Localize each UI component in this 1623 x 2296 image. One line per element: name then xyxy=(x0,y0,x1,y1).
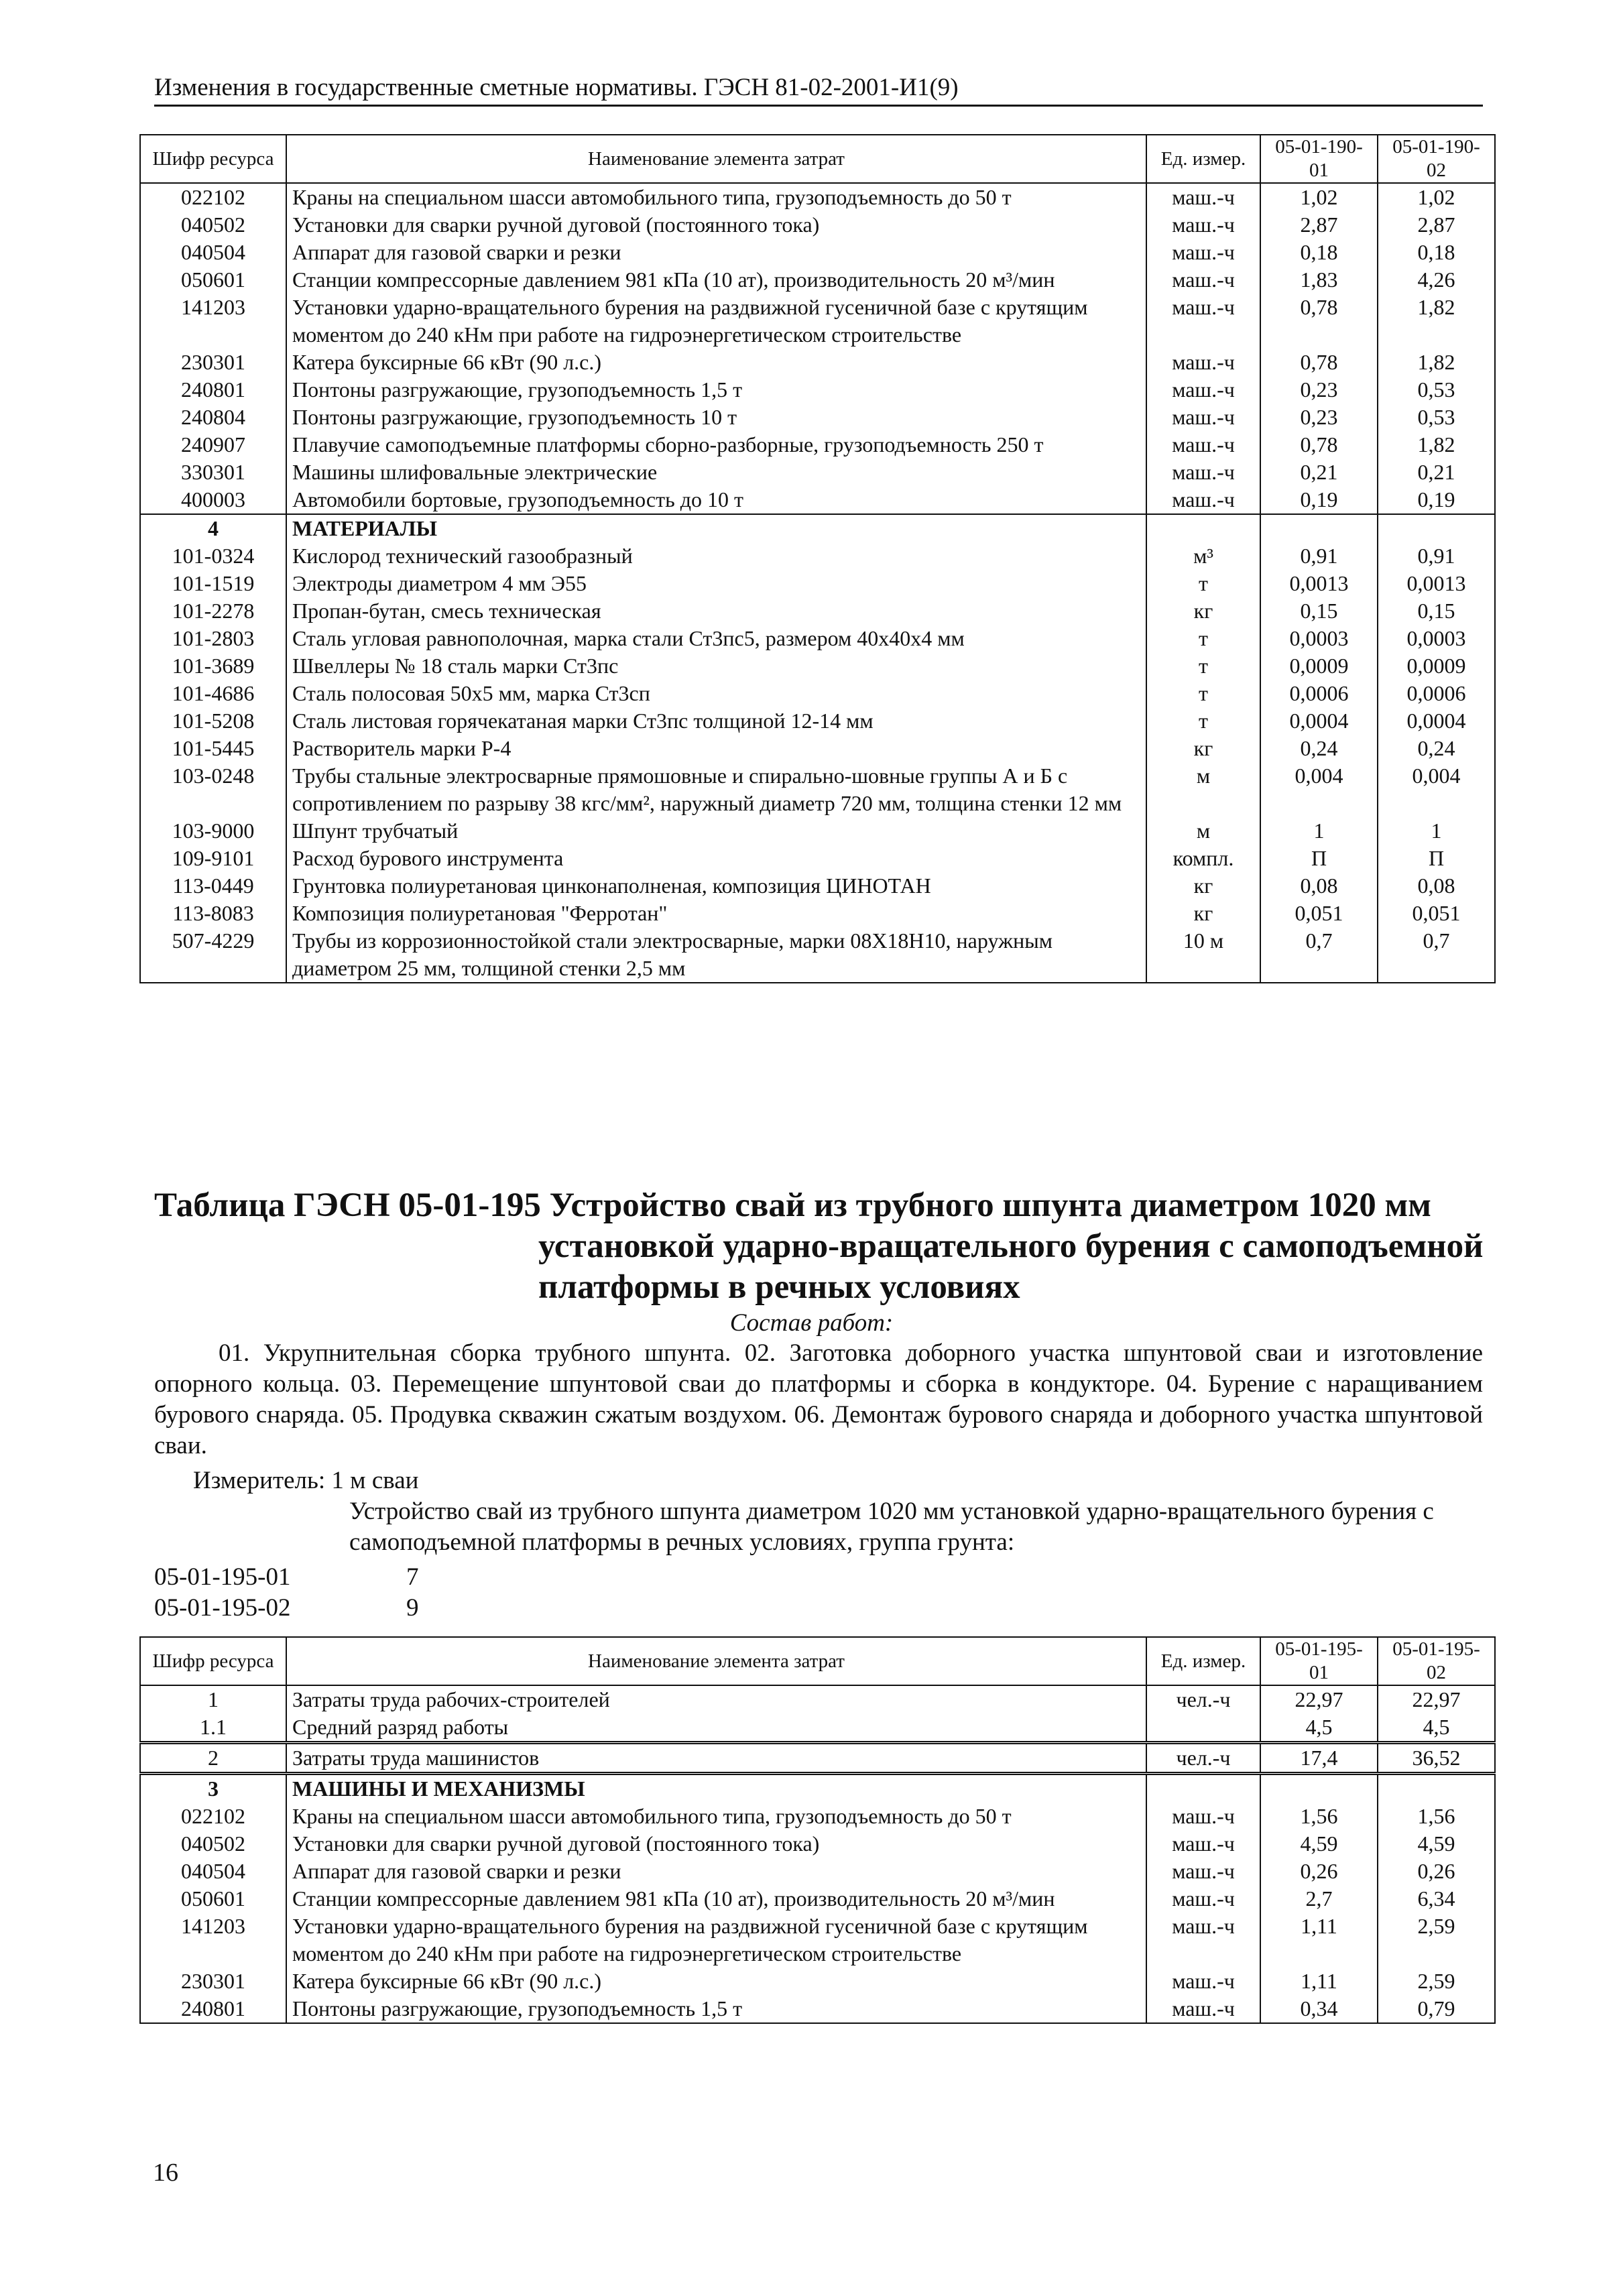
table-row xyxy=(140,900,1495,927)
value-col1: 0,0009 xyxy=(1260,652,1378,680)
table-row xyxy=(140,349,1495,376)
table-row xyxy=(140,1803,1495,1830)
section-row xyxy=(140,514,1495,542)
resource-code: 103-0248 xyxy=(140,762,286,817)
resource-unit xyxy=(1146,1774,1260,1803)
value-col2: 22,97 xyxy=(1378,1685,1495,1713)
resource-name: Сталь полосовая 50х5 мм, марка Ст3сп xyxy=(286,680,1146,707)
resource-unit: компл. xyxy=(1146,845,1260,872)
value-col1: 2,87 xyxy=(1260,211,1378,239)
value-col1: 0,08 xyxy=(1260,872,1378,900)
value-col1: 4,59 xyxy=(1260,1830,1378,1858)
resource-code: 240804 xyxy=(140,404,286,431)
table-header-row xyxy=(140,135,1495,183)
resource-name: Станции компрессорные давлением 981 кПа (10 ат), производительность 20 м³/мин xyxy=(286,266,1146,294)
table-row xyxy=(140,239,1495,266)
resource-unit: м xyxy=(1146,817,1260,845)
table-row xyxy=(140,872,1495,900)
resource-code: 2 xyxy=(140,1743,286,1774)
resource-unit: маш.-ч xyxy=(1146,1830,1260,1858)
value-col1 xyxy=(1260,1774,1378,1803)
value-col2: 1,82 xyxy=(1378,294,1495,349)
value-col2: 0,0004 xyxy=(1378,707,1495,735)
table-row xyxy=(140,1830,1495,1858)
resource-unit: маш.-ч xyxy=(1146,294,1260,349)
value-col1: 0,23 xyxy=(1260,404,1378,431)
resource-unit: маш.-ч xyxy=(1146,1995,1260,2023)
value-col2: 0,0006 xyxy=(1378,680,1495,707)
value-col2: 36,52 xyxy=(1378,1743,1495,1774)
resource-code: 101-0324 xyxy=(140,542,286,570)
resource-code: 050601 xyxy=(140,1885,286,1913)
resource-code: 230301 xyxy=(140,349,286,376)
table-row xyxy=(140,1858,1495,1885)
resource-name: Установки ударно-вращательного бурения на раздвижной гусеничной базе с крутящим моментом до 240 кНм при работе на гидроэнергетическом строительстве xyxy=(286,294,1146,349)
value-col2: 0,26 xyxy=(1378,1858,1495,1885)
resource-unit: т xyxy=(1146,652,1260,680)
resource-code: 240801 xyxy=(140,1995,286,2023)
value-col1: 0,19 xyxy=(1260,486,1378,514)
header-name: Наименование элемента затрат xyxy=(286,135,1146,183)
value-col2: 2,59 xyxy=(1378,1968,1495,1995)
resource-unit: кг xyxy=(1146,597,1260,625)
value-col2: 2,87 xyxy=(1378,211,1495,239)
value-col1: 0,7 xyxy=(1260,927,1378,983)
resource-code: 113-0449 xyxy=(140,872,286,900)
table-row xyxy=(140,597,1495,625)
resource-name: Установки для сварки ручной дуговой (постоянного тока) xyxy=(286,211,1146,239)
value-col2: 0,051 xyxy=(1378,900,1495,927)
resource-name: Катера буксирные 66 кВт (90 л.с.) xyxy=(286,349,1146,376)
resource-unit: маш.-ч xyxy=(1146,431,1260,459)
resource-code: 240801 xyxy=(140,376,286,404)
header-code: Шифр ресурса xyxy=(140,1637,286,1685)
value-col2: 0,53 xyxy=(1378,404,1495,431)
value-col1: 0,0003 xyxy=(1260,625,1378,652)
value-col2: 0,19 xyxy=(1378,486,1495,514)
table-row xyxy=(140,652,1495,680)
resource-name: Растворитель марки Р-4 xyxy=(286,735,1146,762)
resource-unit: чел.-ч xyxy=(1146,1743,1260,1774)
value-col1: 0,0013 xyxy=(1260,570,1378,597)
resource-name: Шпунт трубчатый xyxy=(286,817,1146,845)
table-row xyxy=(140,625,1495,652)
resource-code: 230301 xyxy=(140,1968,286,1995)
resource-table-195 xyxy=(139,1636,1496,2024)
resource-unit: маш.-ч xyxy=(1146,486,1260,514)
resource-name: Понтоны разгружающие, грузоподъемность 10 т xyxy=(286,404,1146,431)
table-row xyxy=(140,1743,1495,1774)
value-col2: 4,5 xyxy=(1378,1713,1495,1743)
resource-unit: маш.-ч xyxy=(1146,183,1260,211)
resource-name: Машины шлифовальные электрические xyxy=(286,459,1146,486)
resource-unit: маш.-ч xyxy=(1146,1913,1260,1968)
value-col2: 6,34 xyxy=(1378,1885,1495,1913)
resource-code: 022102 xyxy=(140,1803,286,1830)
value-col1: 0,91 xyxy=(1260,542,1378,570)
resource-unit: м xyxy=(1146,762,1260,817)
value-col2: 1,02 xyxy=(1378,183,1495,211)
value-col1: 1,56 xyxy=(1260,1803,1378,1830)
resource-unit: маш.-ч xyxy=(1146,459,1260,486)
table-row xyxy=(140,927,1495,983)
section-title-line1: Таблица ГЭСН 05-01-195 Устройство свай из трубного шпунта диаметром 1020 мм xyxy=(154,1187,1431,1224)
value-col1: 0,18 xyxy=(1260,239,1378,266)
resource-name: Катера буксирные 66 кВт (90 л.с.) xyxy=(286,1968,1146,1995)
table-row xyxy=(140,459,1495,486)
resource-code: 040502 xyxy=(140,1830,286,1858)
resource-name: Понтоны разгружающие, грузоподъемность 1,5 т xyxy=(286,1995,1146,2023)
resource-unit: чел.-ч xyxy=(1146,1685,1260,1713)
resource-code: 101-2803 xyxy=(140,625,286,652)
resource-code: 101-4686 xyxy=(140,680,286,707)
resource-unit: кг xyxy=(1146,872,1260,900)
table-header-row xyxy=(140,1637,1495,1685)
header-name: Наименование элемента затрат xyxy=(286,1637,1146,1685)
value-col1: 2,7 xyxy=(1260,1885,1378,1913)
resource-name: Краны на специальном шасси автомобильного типа, грузоподъемность до 50 т xyxy=(286,183,1146,211)
value-col2: 1,82 xyxy=(1378,349,1495,376)
resource-code: 022102 xyxy=(140,183,286,211)
value-col2 xyxy=(1378,1774,1495,1803)
composition-label: Состав работ: xyxy=(729,1309,894,1337)
resource-code: 040504 xyxy=(140,239,286,266)
table-row xyxy=(140,845,1495,872)
value-col1 xyxy=(1260,514,1378,542)
value-col1: 17,4 xyxy=(1260,1743,1378,1774)
resource-name: Установки ударно-вращательного бурения на раздвижной гусеничной базе с крутящим моментом до 240 кНм при работе на гидроэнергетическом строительстве xyxy=(286,1913,1146,1968)
value-col2: 2,59 xyxy=(1378,1913,1495,1968)
resource-unit: маш.-ч xyxy=(1146,349,1260,376)
variant-group: 9 xyxy=(406,1594,419,1622)
resource-code: 400003 xyxy=(140,486,286,514)
resource-name: Сталь угловая равнополочная, марка стали Ст3пс5, размером 40х40х4 мм xyxy=(286,625,1146,652)
resource-unit: т xyxy=(1146,625,1260,652)
resource-name: Пропан-бутан, смесь техническая xyxy=(286,597,1146,625)
header-col2: 05-01-195-02 xyxy=(1378,1637,1495,1685)
table-row xyxy=(140,1968,1495,1995)
resource-unit xyxy=(1146,514,1260,542)
value-col2: 0,7 xyxy=(1378,927,1495,983)
variant-code: 05-01-195-01 xyxy=(154,1563,291,1591)
resource-name: МАТЕРИАЛЫ xyxy=(286,514,1146,542)
resource-name: Трубы стальные электросварные прямошовные и спирально-шовные группы А и Б с сопротивлением по разрыву 38 кгс/мм², наружный диаметр 720 мм, толщина стенки 12 мм xyxy=(286,762,1146,817)
value-col1: 0,051 xyxy=(1260,900,1378,927)
value-col2: 0,0009 xyxy=(1378,652,1495,680)
resource-code: 101-3689 xyxy=(140,652,286,680)
resource-code: 141203 xyxy=(140,1913,286,1968)
value-col2: 0,91 xyxy=(1378,542,1495,570)
resource-code: 141203 xyxy=(140,294,286,349)
table-row xyxy=(140,486,1495,514)
resource-code: 1.1 xyxy=(140,1713,286,1743)
resource-code: 050601 xyxy=(140,266,286,294)
resource-unit: маш.-ч xyxy=(1146,266,1260,294)
header-rule xyxy=(154,105,1483,107)
resource-name: Трубы из коррозионностойкой стали электросварные, марки 08Х18Н10, наружным диаметром 25 мм, толщиной стенки 2,5 мм xyxy=(286,927,1146,983)
variant-group: 7 xyxy=(406,1563,419,1591)
value-col1: П xyxy=(1260,845,1378,872)
value-col1: 0,34 xyxy=(1260,1995,1378,2023)
resource-code: 101-2278 xyxy=(140,597,286,625)
resource-name: Понтоны разгружающие, грузоподъемность 1,5 т xyxy=(286,376,1146,404)
value-col2: 4,26 xyxy=(1378,266,1495,294)
value-col1: 0,78 xyxy=(1260,294,1378,349)
value-col2: 0,21 xyxy=(1378,459,1495,486)
value-col2: П xyxy=(1378,845,1495,872)
resource-name: Расход бурового инструмента xyxy=(286,845,1146,872)
value-col1: 1,11 xyxy=(1260,1968,1378,1995)
value-col1: 0,004 xyxy=(1260,762,1378,817)
value-col1: 4,5 xyxy=(1260,1713,1378,1743)
table-row xyxy=(140,376,1495,404)
resource-unit: маш.-ч xyxy=(1146,1858,1260,1885)
header-unit: Ед. измер. xyxy=(1146,1637,1260,1685)
table-row xyxy=(140,1713,1495,1743)
table-row xyxy=(140,1913,1495,1968)
resource-code: 240907 xyxy=(140,431,286,459)
variant-intro: Устройство свай из трубного шпунта диаметром 1020 мм установкой ударно-вращательного бурения с самоподъемной платформы в речных условиях, группа грунта: xyxy=(349,1498,1434,1556)
header-code: Шифр ресурса xyxy=(140,135,286,183)
header-col2: 05-01-190-02 xyxy=(1378,135,1495,183)
value-col1: 0,0006 xyxy=(1260,680,1378,707)
value-col1: 1 xyxy=(1260,817,1378,845)
resource-unit: маш.-ч xyxy=(1146,376,1260,404)
value-col2: 0,53 xyxy=(1378,376,1495,404)
value-col2: 0,15 xyxy=(1378,597,1495,625)
variant-code: 05-01-195-02 xyxy=(154,1594,291,1622)
table-row xyxy=(140,431,1495,459)
resource-unit: кг xyxy=(1146,900,1260,927)
measure-unit: Измеритель: 1 м сваи xyxy=(193,1467,419,1494)
value-col1: 0,0004 xyxy=(1260,707,1378,735)
page-number: 16 xyxy=(153,2159,178,2187)
resource-code: 109-9101 xyxy=(140,845,286,872)
resource-name: Средний разряд работы xyxy=(286,1713,1146,1743)
resource-name: МАШИНЫ И МЕХАНИЗМЫ xyxy=(286,1774,1146,1803)
variant-row xyxy=(154,1593,419,1624)
resource-name: Грунтовка полиуретановая цинконаполненая, композиция ЦИНОТАН xyxy=(286,872,1146,900)
value-col2: 0,18 xyxy=(1378,239,1495,266)
resource-code: 3 xyxy=(140,1774,286,1803)
resource-unit: т xyxy=(1146,680,1260,707)
resource-code: 101-5445 xyxy=(140,735,286,762)
value-col1: 22,97 xyxy=(1260,1685,1378,1713)
value-col2: 0,79 xyxy=(1378,1995,1495,2023)
resource-name: Автомобили бортовые, грузоподъемность до 10 т xyxy=(286,486,1146,514)
resource-code: 101-5208 xyxy=(140,707,286,735)
value-col2: 0,08 xyxy=(1378,872,1495,900)
table-row xyxy=(140,735,1495,762)
resource-name: Затраты труда машинистов xyxy=(286,1743,1146,1774)
table-row xyxy=(140,294,1495,349)
resource-name: Аппарат для газовой сварки и резки xyxy=(286,239,1146,266)
resource-unit: маш.-ч xyxy=(1146,1803,1260,1830)
resource-unit: м³ xyxy=(1146,542,1260,570)
table-row xyxy=(140,404,1495,431)
value-col2: 1 xyxy=(1378,817,1495,845)
resource-name: Плавучие самоподъемные платформы сборно-разборные, грузоподъемность 250 т xyxy=(286,431,1146,459)
resource-unit: т xyxy=(1146,570,1260,597)
resource-code: 040504 xyxy=(140,1858,286,1885)
section-row xyxy=(140,1774,1495,1803)
resource-unit: маш.-ч xyxy=(1146,1968,1260,1995)
table-row xyxy=(140,570,1495,597)
value-col2: 1,82 xyxy=(1378,431,1495,459)
value-col1: 1,11 xyxy=(1260,1913,1378,1968)
resource-code: 113-8083 xyxy=(140,900,286,927)
table-row xyxy=(140,1995,1495,2023)
value-col1: 0,23 xyxy=(1260,376,1378,404)
value-col2: 0,0003 xyxy=(1378,625,1495,652)
table-row xyxy=(140,266,1495,294)
resource-code: 103-9000 xyxy=(140,817,286,845)
resource-unit: 10 м xyxy=(1146,927,1260,983)
resource-name: Композиция полиуретановая "Ферротан" xyxy=(286,900,1146,927)
composition-text: 01. Укрупнительная сборка трубного шпунта. 02. Заготовка доборного участка шпунтовой сваи и изготовление опорного кольца. 03. Перемещение шпунтовой сваи до платформы и сборка в кондукторе. 04. Бурение с наращиванием бурового снаряда. 05. Продувка скважин сжатым воздухом. 06. Демонтаж бурового снаряда и доборного участка шпунтовой сваи. xyxy=(154,1339,1483,1459)
value-col2: 0,004 xyxy=(1378,762,1495,817)
value-col1: 0,15 xyxy=(1260,597,1378,625)
value-col1: 0,26 xyxy=(1260,1858,1378,1885)
resource-table-190 xyxy=(139,134,1496,983)
resource-unit: маш.-ч xyxy=(1146,211,1260,239)
resource-code: 330301 xyxy=(140,459,286,486)
resource-name: Кислород технический газообразный xyxy=(286,542,1146,570)
resource-code: 1 xyxy=(140,1685,286,1713)
resource-code: 507-4229 xyxy=(140,927,286,983)
resource-code: 101-1519 xyxy=(140,570,286,597)
value-col2: 0,24 xyxy=(1378,735,1495,762)
running-header: Изменения в государственные сметные нормативы. ГЭСН 81-02-2001-И1(9) xyxy=(154,74,959,101)
table-row xyxy=(140,211,1495,239)
section-title-line2: установкой ударно-вращательного бурения с самоподъемной платформы в речных условиях xyxy=(538,1227,1484,1306)
resource-name: Затраты труда рабочих-строителей xyxy=(286,1685,1146,1713)
value-col1: 0,78 xyxy=(1260,349,1378,376)
resource-name: Станции компрессорные давлением 981 кПа (10 ат), производительность 20 м³/мин xyxy=(286,1885,1146,1913)
table-row xyxy=(140,762,1495,817)
value-col2: 0,0013 xyxy=(1378,570,1495,597)
header-col1: 05-01-195-01 xyxy=(1260,1637,1378,1685)
resource-unit: т xyxy=(1146,707,1260,735)
table-row xyxy=(140,183,1495,211)
table-row xyxy=(140,1885,1495,1913)
resource-name: Электроды диаметром 4 мм Э55 xyxy=(286,570,1146,597)
section-title xyxy=(154,1185,1488,1308)
resource-unit: маш.-ч xyxy=(1146,239,1260,266)
resource-unit: маш.-ч xyxy=(1146,404,1260,431)
table-row xyxy=(140,542,1495,570)
table-row xyxy=(140,680,1495,707)
resource-name: Швеллеры № 18 сталь марки Ст3пс xyxy=(286,652,1146,680)
table-row xyxy=(140,707,1495,735)
table-row xyxy=(140,817,1495,845)
resource-code: 040502 xyxy=(140,211,286,239)
header-col1: 05-01-190-01 xyxy=(1260,135,1378,183)
resource-name: Краны на специальном шасси автомобильного типа, грузоподъемность до 50 т xyxy=(286,1803,1146,1830)
variant-row xyxy=(154,1562,419,1593)
value-col2 xyxy=(1378,514,1495,542)
resource-name: Установки для сварки ручной дуговой (постоянного тока) xyxy=(286,1830,1146,1858)
value-col2: 1,56 xyxy=(1378,1803,1495,1830)
value-col1: 0,24 xyxy=(1260,735,1378,762)
resource-name: Аппарат для газовой сварки и резки xyxy=(286,1858,1146,1885)
header-unit: Ед. измер. xyxy=(1146,135,1260,183)
value-col1: 1,83 xyxy=(1260,266,1378,294)
resource-unit: маш.-ч xyxy=(1146,1885,1260,1913)
table-row xyxy=(140,1685,1495,1713)
value-col2: 4,59 xyxy=(1378,1830,1495,1858)
resource-name: Сталь листовая горячекатаная марки Ст3пс толщиной 12-14 мм xyxy=(286,707,1146,735)
value-col1: 0,21 xyxy=(1260,459,1378,486)
value-col1: 1,02 xyxy=(1260,183,1378,211)
value-col1: 0,78 xyxy=(1260,431,1378,459)
resource-unit: кг xyxy=(1146,735,1260,762)
resource-code: 4 xyxy=(140,514,286,542)
resource-unit xyxy=(1146,1713,1260,1743)
